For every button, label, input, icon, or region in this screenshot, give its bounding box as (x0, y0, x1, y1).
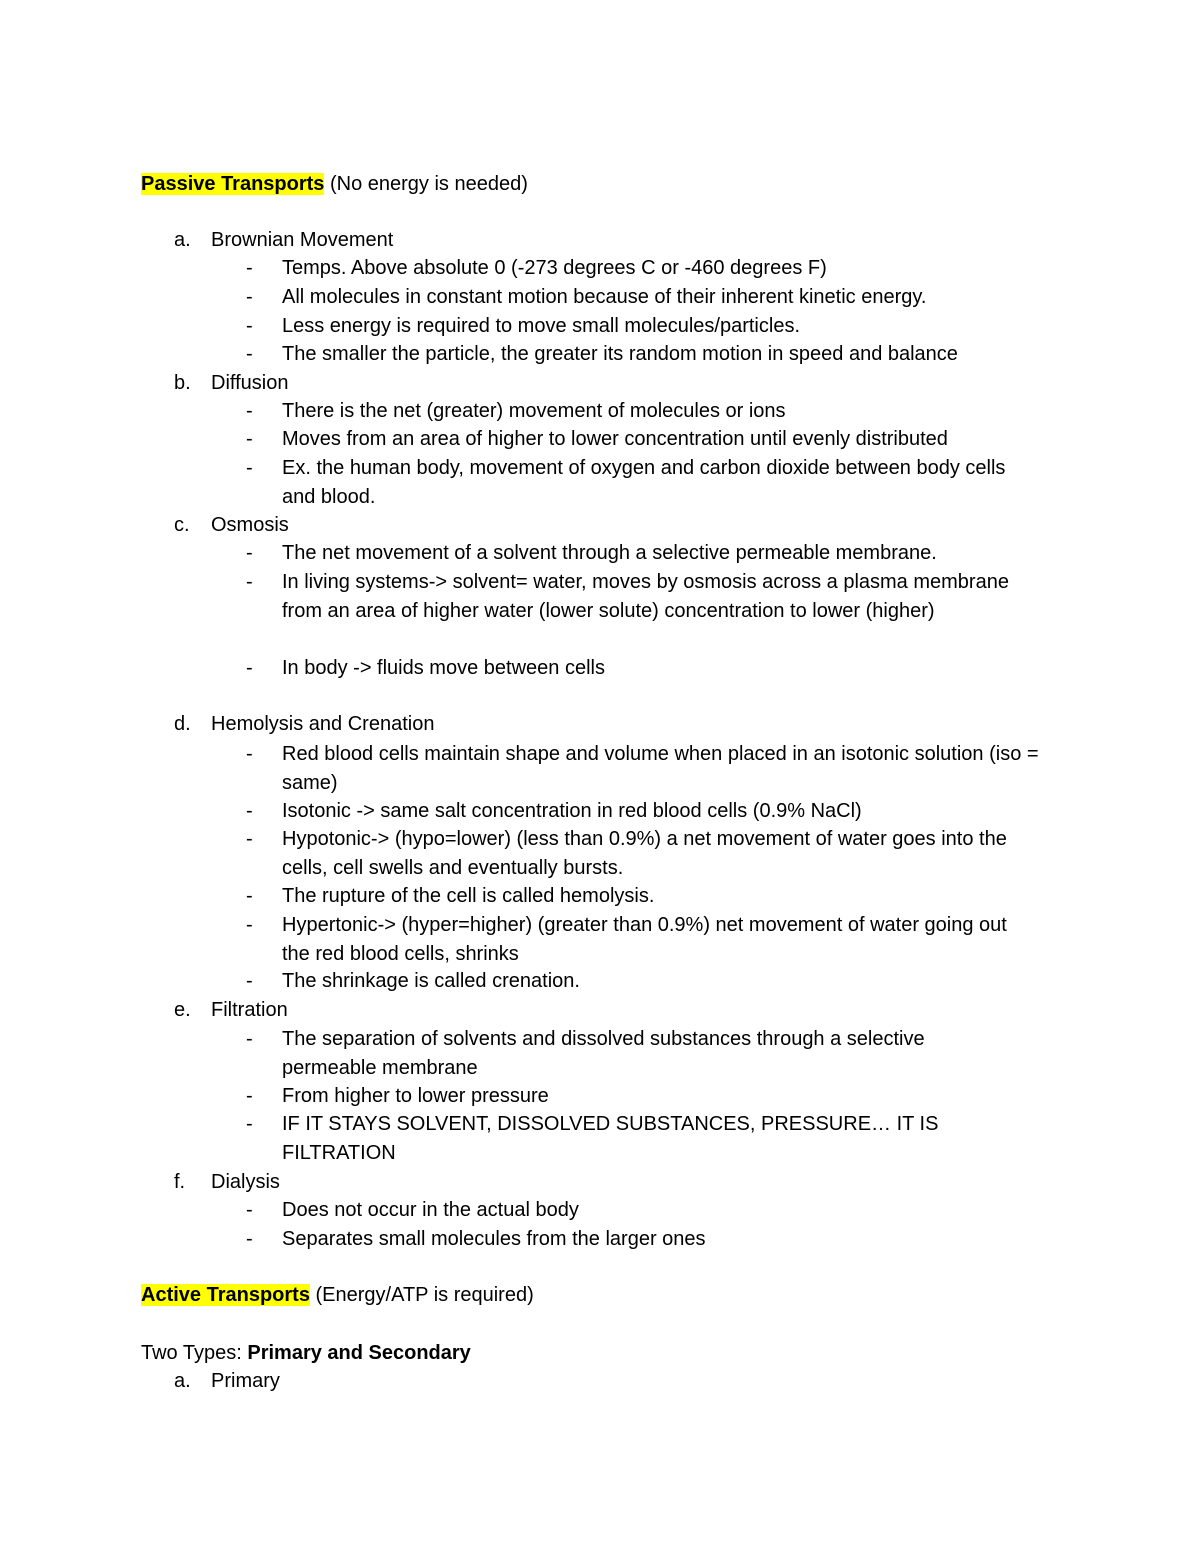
bullet-text: The smaller the particle, the greater its random motion in speed and balance (282, 343, 958, 365)
section-marker: b. (174, 372, 191, 394)
bullet-text: Red blood cells maintain shape and volume when placed in an isotonic solution (iso = same) (282, 743, 1039, 794)
bullet-dash: - (246, 1028, 253, 1050)
section-title-filtration: Filtration (211, 999, 288, 1021)
bullet-text: Hypertonic-> (hyper=higher) (greater than 0.9%) net movement of water going out the red blood cells, shrinks (282, 914, 1007, 965)
section-title-primary: Primary (211, 1370, 280, 1392)
bullet-text: In body -> fluids move between cells (282, 657, 605, 679)
bullet-dash: - (246, 970, 253, 992)
bullet-text: Hypotonic-> (hypo=lower) (less than 0.9%) a net movement of water goes into the cells, cell swells and eventually bursts. (282, 828, 1007, 879)
bullet-dash: - (246, 1228, 253, 1250)
section-title-dialysis: Dialysis (211, 1171, 280, 1193)
bullet-dash: - (246, 914, 253, 936)
bullet-text: Ex. the human body, movement of oxygen and carbon dioxide between body cells and blood. (282, 457, 1006, 508)
bullet-dash: - (246, 571, 253, 593)
section-marker: e. (174, 999, 191, 1021)
bullet-text: Isotonic -> same salt concentration in red blood cells (0.9% NaCl) (282, 800, 862, 822)
types-line (141, 1339, 471, 1367)
bullet-text: Does not occur in the actual body (282, 1199, 579, 1221)
passive-title: Passive Transports (141, 173, 325, 195)
bullet-dash: - (246, 743, 253, 765)
section-title-hemolysis: Hemolysis and Crenation (211, 713, 435, 735)
bullet-text: There is the net (greater) movement of molecules or ions (282, 400, 786, 422)
bullet-text: The net movement of a solvent through a selective permeable membrane. (282, 542, 937, 564)
bullet-dash: - (246, 542, 253, 564)
section-title-diffusion: Diffusion (211, 372, 289, 394)
bullet-text: Less energy is required to move small molecules/particles. (282, 315, 800, 337)
bullet-dash: - (246, 257, 253, 279)
section-marker: a. (174, 1370, 191, 1392)
bullet-dash: - (246, 428, 253, 450)
bullet-dash: - (246, 286, 253, 308)
passive-heading (141, 170, 528, 198)
bullet-dash: - (246, 457, 253, 479)
active-title: Active Transports (141, 1284, 310, 1306)
section-title-brownian: Brownian Movement (211, 229, 394, 251)
bullet-text: All molecules in constant motion because of their inherent kinetic energy. (282, 286, 927, 308)
bullet-dash: - (246, 343, 253, 365)
bullet-dash: - (246, 657, 253, 679)
bullet-dash: - (246, 1199, 253, 1221)
section-marker: f. (174, 1171, 186, 1193)
types-prefix: Two Types: (141, 1342, 248, 1364)
bullet-dash: - (246, 1085, 253, 1107)
section-title-osmosis: Osmosis (211, 514, 289, 536)
bullet-text: The separation of solvents and dissolved substances through a selective permeable membrane (282, 1028, 925, 1079)
passive-note: (No energy is needed) (324, 173, 528, 195)
section-marker: a. (174, 229, 191, 251)
bullet-text: Temps. Above absolute 0 (-273 degrees C or -460 degrees F) (282, 257, 827, 279)
section-marker: c. (174, 514, 190, 536)
bullet-text: The shrinkage is called crenation. (282, 970, 580, 992)
active-heading (141, 1281, 534, 1309)
bullet-text: In living systems-> solvent= water, moves by osmosis across a plasma membrane from an area of higher water (lower solute) concentration to lower (higher) (282, 571, 1009, 622)
section-marker: d. (174, 713, 191, 735)
bullet-dash: - (246, 800, 253, 822)
bullet-dash: - (246, 828, 253, 850)
bullet-text: From higher to lower pressure (282, 1085, 549, 1107)
bullet-dash: - (246, 315, 253, 337)
bullet-text: The rupture of the cell is called hemolysis. (282, 885, 655, 907)
types-bold: Primary and Secondary (247, 1342, 471, 1364)
bullet-text: Separates small molecules from the larger ones (282, 1228, 706, 1250)
bullet-dash: - (246, 1113, 253, 1135)
active-note: (Energy/ATP is required) (309, 1284, 534, 1306)
bullet-dash: - (246, 400, 253, 422)
bullet-dash: - (246, 885, 253, 907)
bullet-text: Moves from an area of higher to lower concentration until evenly distributed (282, 428, 948, 450)
bullet-text: IF IT STAYS SOLVENT, DISSOLVED SUBSTANCES, PRESSURE… IT IS FILTRATION (282, 1113, 939, 1164)
